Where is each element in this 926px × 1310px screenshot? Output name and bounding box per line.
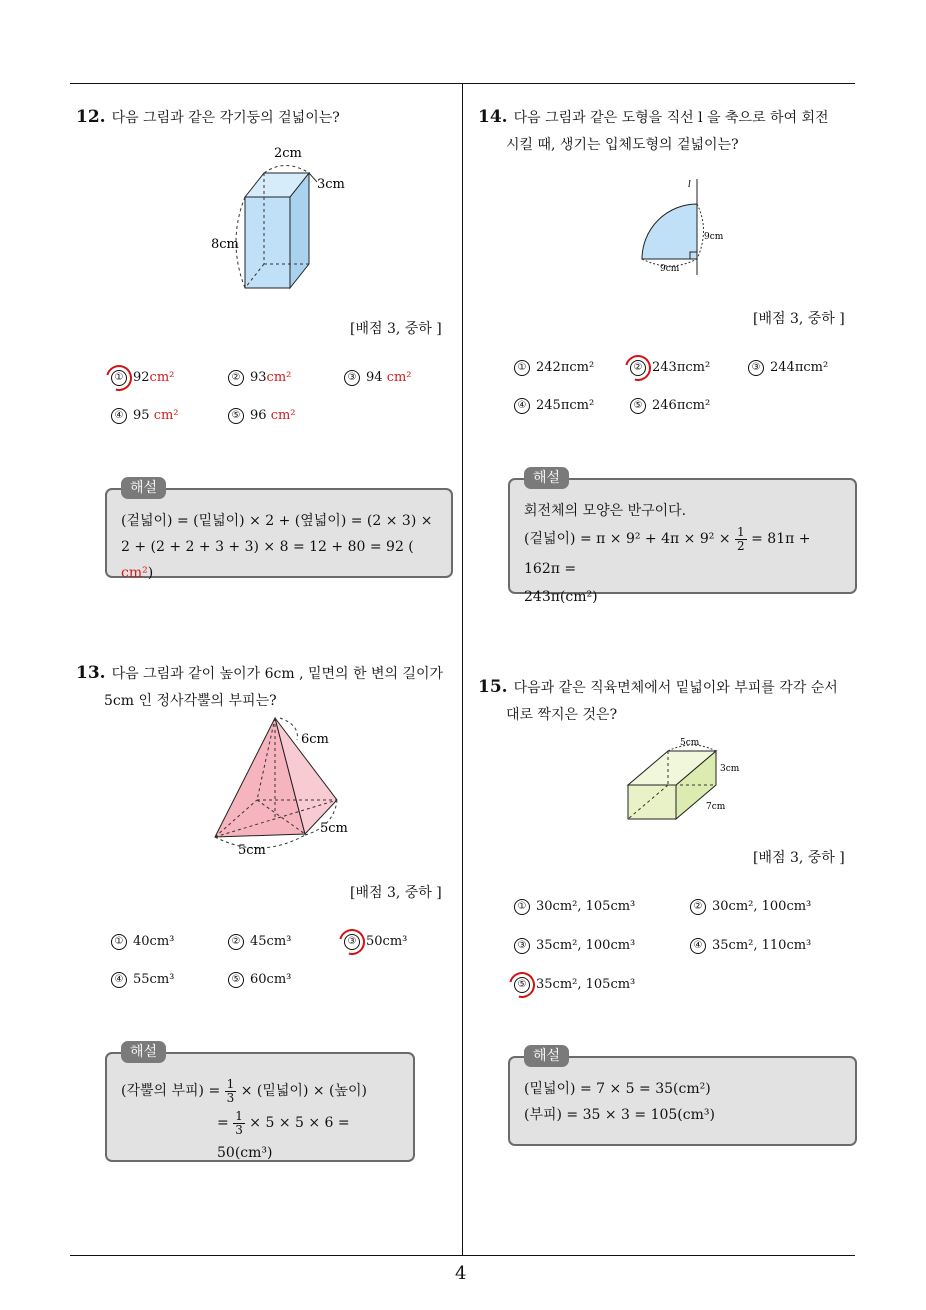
choice-2[interactable]: ② 45cm³ (228, 934, 291, 950)
choice-5[interactable]: ⑤ 246πcm² (630, 398, 710, 414)
marker: ① (111, 370, 127, 386)
question-number: 13. (76, 663, 106, 683)
score-meta: [배점 3, 중하 ] (753, 311, 845, 327)
choice-5[interactable]: ⑤ 35cm², 105cm³ (514, 977, 635, 993)
score-meta: [배점 3, 중하 ] (350, 885, 442, 901)
solution-line-3: 243π(cm²) (524, 589, 598, 605)
marker: ③ (344, 370, 360, 386)
question-text-2: 대로 짝지은 것은? (506, 707, 618, 723)
label-right: 3cm (720, 764, 740, 774)
solution-line-1: 회전체의 모양은 반구이다. (524, 503, 687, 519)
choice-3[interactable]: ③ 50cm³ (344, 934, 407, 950)
choice-1[interactable]: ① 92cm² (111, 370, 174, 386)
solution-tag: 해설 (121, 1041, 166, 1063)
solution-tag: 해설 (121, 477, 166, 499)
question-12 (76, 104, 340, 132)
answer-circle (334, 924, 370, 960)
marker: ④ (111, 408, 127, 424)
pyramid-figure (205, 715, 365, 860)
choice-2[interactable]: ② 243πcm² (630, 360, 710, 376)
choice-4[interactable]: ④ 35cm², 110cm³ (690, 938, 811, 954)
choice-1[interactable]: ① 30cm², 105cm³ (514, 899, 635, 915)
choice-3[interactable]: ③ 35cm², 100cm³ (514, 938, 635, 954)
question-text-1: 다음 그림과 같은 도형을 직선 l 을 축으로 하여 회전 (513, 110, 829, 126)
marker: ② (228, 370, 244, 386)
page-number: 4 (455, 1263, 467, 1284)
solution-box (508, 1048, 857, 1146)
label-top: 2cm (274, 146, 302, 161)
solution-line-1: (밑넓이) = 7 × 5 = 35(cm²) (524, 1081, 711, 1097)
choice-1[interactable]: ① 242πcm² (514, 360, 594, 376)
answer-circle (620, 350, 656, 386)
label-side-1: 5cm (238, 843, 266, 858)
question-text-2: 시킬 때, 생기는 입체도형의 겉넓이는? (506, 137, 739, 153)
choice-5[interactable]: ⑤ 96 cm² (228, 408, 296, 424)
axis-label: l (688, 180, 691, 190)
solution-line-2: (부피) = 35 × 3 = 105(cm³) (524, 1107, 715, 1123)
question-number: 15. (478, 677, 508, 697)
choice-4[interactable]: ④ 55cm³ (111, 972, 174, 988)
solution-box (508, 470, 857, 605)
answer-circle (101, 360, 137, 396)
marker: ⑤ (228, 408, 244, 424)
prism-figure (205, 140, 365, 300)
solution-line-2: 2 + (2 + 2 + 3 + 3) × 8 = 12 + 80 = 92 ( cm²) (121, 539, 414, 581)
label-top: 5cm (680, 738, 700, 748)
choice-4[interactable]: ④ 245πcm² (514, 398, 594, 414)
solution-line-2: = $\frac{1}{3}$ × 5 × 5 × 6 = 50(cm³) (217, 1108, 350, 1161)
question-text: 다음 그림과 같은 각기둥의 겉넓이는? (111, 110, 340, 126)
label-side: 3cm (317, 177, 345, 192)
question-15 (478, 674, 838, 729)
question-number: 12. (76, 107, 106, 127)
question-number: 14. (478, 107, 508, 127)
label-side-2: 5cm (320, 821, 348, 836)
question-13 (76, 660, 443, 715)
solution-box (105, 1044, 415, 1162)
solution-line-2: (겉넓이) = π × 9² + 4π × 9² × $\frac{1}{2}$ = 81π + 162π = (524, 524, 811, 577)
solution-line-1: (각뿔의 부피) = $\frac{1}{3}$ × (밑넓이) × (높이) (121, 1076, 368, 1105)
question-text-1: 다음과 같은 직육면체에서 밑넓이와 부피를 각각 순서 (513, 680, 838, 696)
solution-tag: 해설 (524, 467, 569, 489)
choice-3[interactable]: ③ 244πcm² (748, 360, 828, 376)
label-radius-vertical: 9cm (704, 232, 724, 242)
choice-1[interactable]: ① 40cm³ (111, 934, 174, 950)
solution-tag: 해설 (524, 1045, 569, 1067)
solution-box (105, 480, 453, 581)
label-height: 6cm (301, 732, 329, 747)
question-14 (478, 104, 829, 159)
bottom-rule (70, 1255, 855, 1256)
score-meta: [배점 3, 중하 ] (753, 850, 845, 866)
label-radius-horizontal: 9cm (660, 264, 680, 274)
answer-circle (504, 967, 540, 1003)
label-height: 8cm (211, 237, 239, 252)
choice-2[interactable]: ② 93cm² (228, 370, 291, 386)
label-depth: 7cm (706, 802, 726, 812)
choice-2[interactable]: ② 30cm², 100cm³ (690, 899, 811, 915)
question-text-2: 5cm 인 정사각뿔의 부피는? (104, 693, 277, 709)
score-meta: [배점 3, 중하 ] (350, 321, 442, 337)
question-text-1: 다음 그림과 같이 높이가 6cm , 밑면의 한 변의 길이가 (111, 666, 444, 682)
cuboid-figure (620, 733, 750, 828)
column-divider (462, 83, 463, 1255)
choice-3[interactable]: ③ 94 cm² (344, 370, 412, 386)
choice-5[interactable]: ⑤ 60cm³ (228, 972, 291, 988)
choice-4[interactable]: ④ 95 cm² (111, 408, 179, 424)
solution-line-1: (겉넓이) = (밑넓이) × 2 + (옆넓이) = (2 × 3) × (121, 513, 433, 529)
quarter-circle-figure (630, 175, 740, 285)
